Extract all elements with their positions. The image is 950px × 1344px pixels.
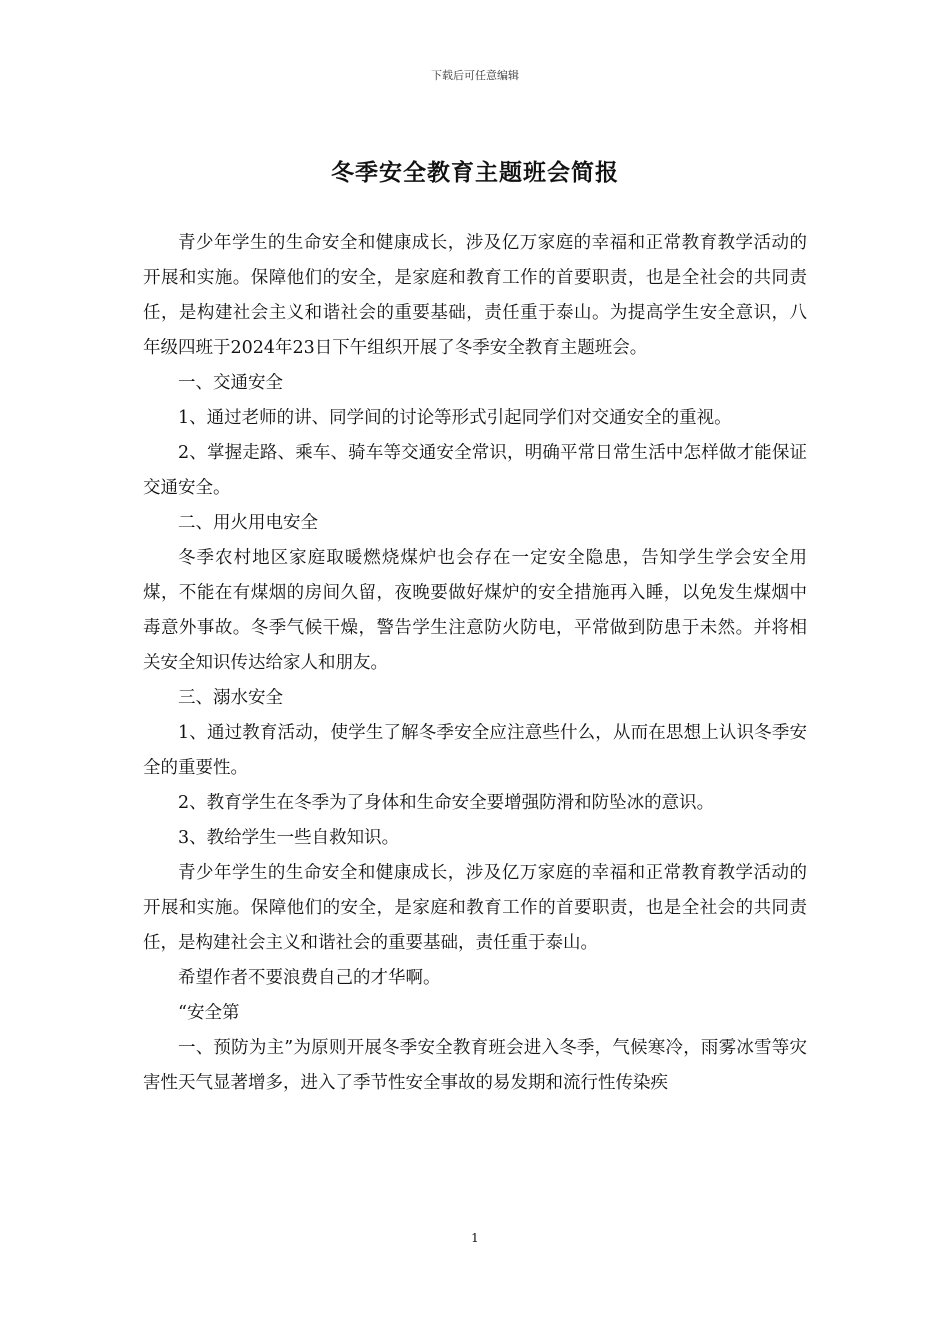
paragraph-drowning-2: 2、教育学生在冬季为了身体和生命安全要增强防滑和防坠冰的意识。 [178, 793, 715, 813]
paragraph-remark: 希望作者不要浪费自己的才华啊。 [178, 968, 441, 988]
document-body [143, 226, 807, 1101]
paragraph-summary: 青少年学生的生命安全和健康成长，涉及亿万家庭的幸福和正常教育教学活动的开展和实施。保障他们的安全，是家庭和教育工作的首要职责，也是全社会的共同责任，是构建社会主义和谐社会的重要基础，责任重于泰山。 [143, 863, 807, 953]
paragraph-fire-electric: 冬季农村地区家庭取暖燃烧煤炉也会存在一定安全隐患，告知学生学会安全用煤，不能在有煤烟的房间久留，夜晚要做好煤炉的安全措施再入睡，以免发生煤烟中毒意外事故。冬季气候干燥，警告学生注意防火防电，平常做到防患于未然。并将相关安全知识传达给家人和朋友。 [143, 548, 807, 673]
heading-traffic-safety: 一、交通安全 [178, 373, 283, 393]
paragraph-prevention: 一、预防为主”为原则开展冬季安全教育班会进入冬季，气候寒冷，雨雾冰雪等灾害性天气显著增多，进入了季节性安全事故的易发期和流行性传染疾 [143, 1038, 807, 1093]
heading-drowning-safety: 三、溺水安全 [178, 688, 283, 708]
paragraph-intro: 青少年学生的生命安全和健康成长，涉及亿万家庭的幸福和正常教育教学活动的开展和实施。保障他们的安全，是家庭和教育工作的首要职责，也是全社会的共同责任，是构建社会主义和谐社会的重要基础，责任重于泰山。为提高学生安全意识，八年级四班于2024年23日下午组织开展了冬季安全教育主题班会。 [143, 233, 807, 358]
paragraph-drowning-3: 3、教给学生一些自救知识。 [178, 828, 400, 848]
page-number: 1 [471, 1231, 479, 1245]
heading-fire-electric-safety: 二、用火用电安全 [178, 513, 318, 533]
paragraph-quote-start: “安全第 [178, 1003, 240, 1023]
paragraph-drowning-1: 1、通过教育活动，使学生了解冬季安全应注意些什么，从而在思想上认识冬季安全的重要性。 [143, 723, 807, 778]
paragraph-traffic-1: 1、通过老师的讲、同学间的讨论等形式引起同学们对交通安全的重视。 [178, 408, 732, 428]
document-title: 冬季安全教育主题班会简报 [331, 159, 619, 186]
page-header-note: 下载后可任意编辑 [431, 69, 519, 82]
paragraph-traffic-2: 2、掌握走路、乘车、骑车等交通安全常识，明确平常日常生活中怎样做才能保证交通安全。 [143, 443, 807, 498]
